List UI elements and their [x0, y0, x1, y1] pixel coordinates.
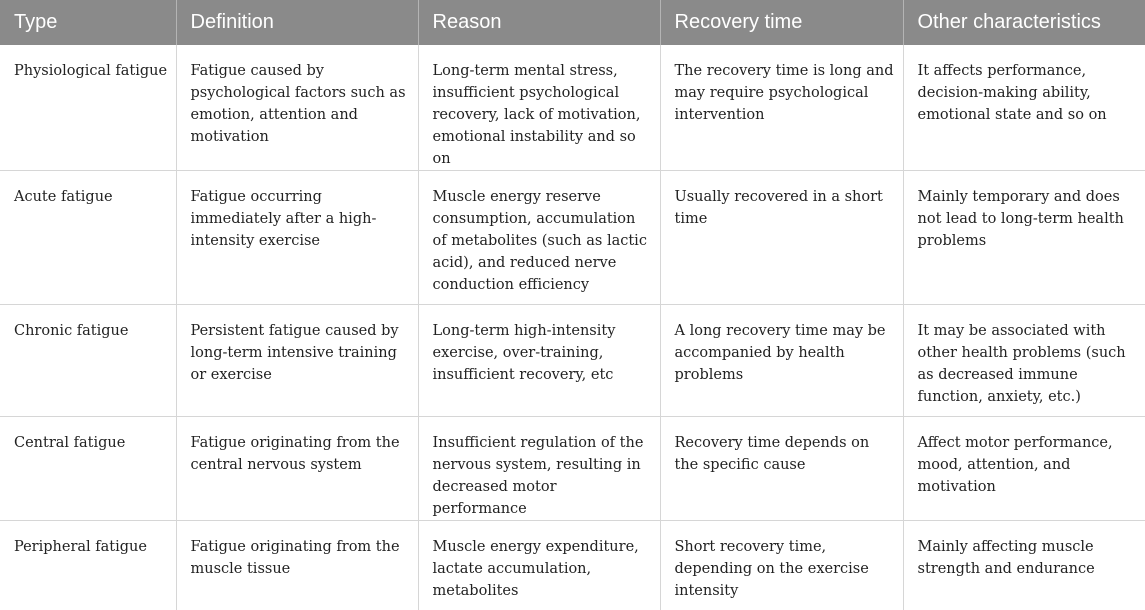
cell-recovery-time: The recovery time is long and may require psychological intervention [660, 45, 903, 171]
cell-definition: Fatigue originating from the muscle tissue [176, 521, 418, 610]
header-other-characteristics: Other characteristics [903, 0, 1145, 45]
cell-reason: Long-term mental stress, insufficient psychological recovery, lack of motivation, emotional instability and so on [418, 45, 660, 171]
cell-other-characteristics: Mainly temporary and does not lead to long-term health problems [903, 171, 1145, 305]
cell-other-characteristics: It affects performance, decision-making ability, emotional state and so on [903, 45, 1145, 171]
table-row [0, 417, 1145, 521]
cell-type: Peripheral fatigue [0, 521, 176, 610]
cell-recovery-time: Recovery time depends on the specific cause [660, 417, 903, 521]
header-type: Type [0, 0, 176, 45]
header-row [0, 0, 1145, 45]
table-row [0, 45, 1145, 171]
table-body [0, 45, 1145, 610]
table-header [0, 0, 1145, 45]
cell-reason: Long-term high-intensity exercise, over-training, insufficient recovery, etc [418, 305, 660, 417]
cell-reason: Muscle energy expenditure, lactate accumulation, metabolites [418, 521, 660, 610]
header-recovery-time: Recovery time [660, 0, 903, 45]
cell-definition: Persistent fatigue caused by long-term intensive training or exercise [176, 305, 418, 417]
cell-definition: Fatigue occurring immediately after a high-intensity exercise [176, 171, 418, 305]
cell-type: Acute fatigue [0, 171, 176, 305]
cell-reason: Insufficient regulation of the nervous system, resulting in decreased motor performance [418, 417, 660, 521]
cell-recovery-time: A long recovery time may be accompanied by health problems [660, 305, 903, 417]
cell-other-characteristics: Affect motor performance, mood, attention, and motivation [903, 417, 1145, 521]
cell-definition: Fatigue caused by psychological factors such as emotion, attention and motivation [176, 45, 418, 171]
cell-reason: Muscle energy reserve consumption, accumulation of metabolites (such as lactic acid), and reduced nerve conduction efficiency [418, 171, 660, 305]
table-row [0, 521, 1145, 610]
cell-type: Chronic fatigue [0, 305, 176, 417]
table-row [0, 171, 1145, 305]
cell-type: Central fatigue [0, 417, 176, 521]
header-definition: Definition [176, 0, 418, 45]
table-row [0, 305, 1145, 417]
cell-recovery-time: Short recovery time, depending on the exercise intensity [660, 521, 903, 610]
cell-type: Physiological fatigue [0, 45, 176, 171]
header-reason: Reason [418, 0, 660, 45]
cell-definition: Fatigue originating from the central nervous system [176, 417, 418, 521]
cell-other-characteristics: It may be associated with other health problems (such as decreased immune function, anxiety, etc.) [903, 305, 1145, 417]
cell-recovery-time: Usually recovered in a short time [660, 171, 903, 305]
cell-other-characteristics: Mainly affecting muscle strength and endurance [903, 521, 1145, 610]
